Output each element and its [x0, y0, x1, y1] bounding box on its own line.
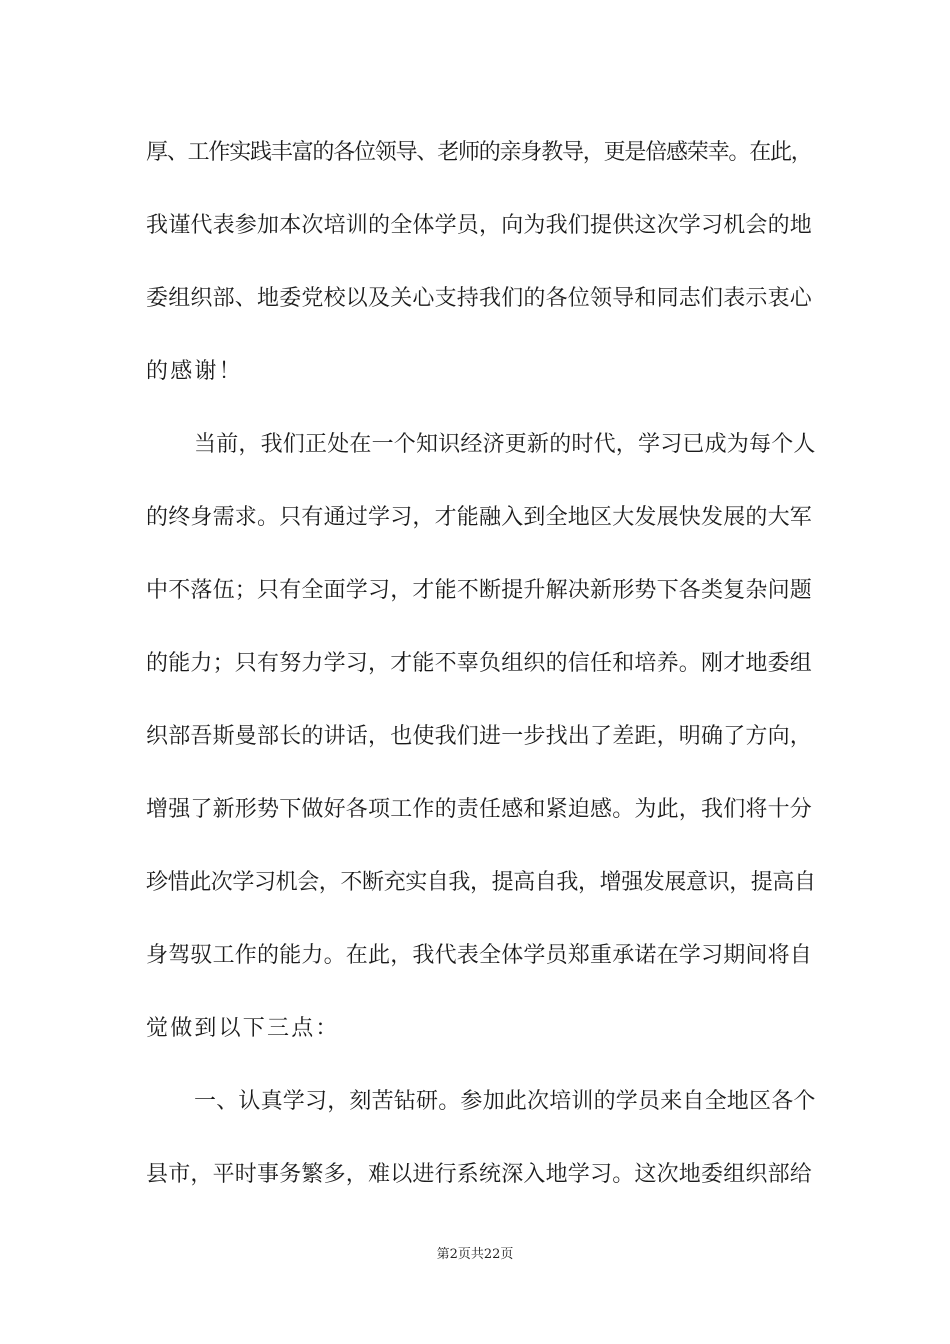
text-line-1: 厚、工作实践丰富的各位领导、老师的亲身教导，更是倍感荣幸。在此， — [146, 140, 812, 165]
text-line-8: 的能力；只有努力学习，才能不辜负组织的信任和培养。刚才地委组 — [146, 651, 813, 676]
text-line-7: 中不落伍；只有全面学习，才能不断提升解决新形势下各类复杂问题 — [146, 578, 813, 603]
page-number-footer: 第2页共22页 — [436, 1247, 514, 1262]
text-line-12: 身驾驭工作的能力。在此，我代表全体学员郑重承诺在学习期间将自 — [146, 943, 813, 968]
text-line-6: 的终身需求。只有通过学习，才能融入到全地区大发展快发展的大军 — [146, 505, 813, 530]
text-line-14: 一、认真学习，刻苦钻研。参加此次培训的学员来自全地区各个 — [194, 1089, 816, 1114]
text-line-10: 增强了新形势下做好各项工作的责任感和紧迫感。为此，我们将十分 — [146, 797, 813, 822]
text-line-2: 我谨代表参加本次培训的全体学员，向为我们提供这次学习机会的地 — [146, 213, 813, 238]
text-line-11: 珍惜此次学习机会，不断充实自我，提高自我，增强发展意识，提高自 — [146, 870, 816, 895]
text-line-5: 当前，我们正处在一个知识经济更新的时代，学习已成为每个人 — [194, 432, 816, 457]
text-line-15: 县市，平时事务繁多，难以进行系统深入地学习。这次地委组织部给 — [146, 1162, 813, 1187]
text-line-3: 委组织部、地委党校以及关心支持我们的各位领导和同志们表示衷心 — [146, 286, 813, 311]
text-line-13: 觉做到以下三点： — [146, 1016, 340, 1041]
text-line-4: 的感谢！ — [146, 359, 243, 384]
text-line-9: 织部吾斯曼部长的讲话，也使我们进一步找出了差距，明确了方向， — [146, 724, 813, 749]
